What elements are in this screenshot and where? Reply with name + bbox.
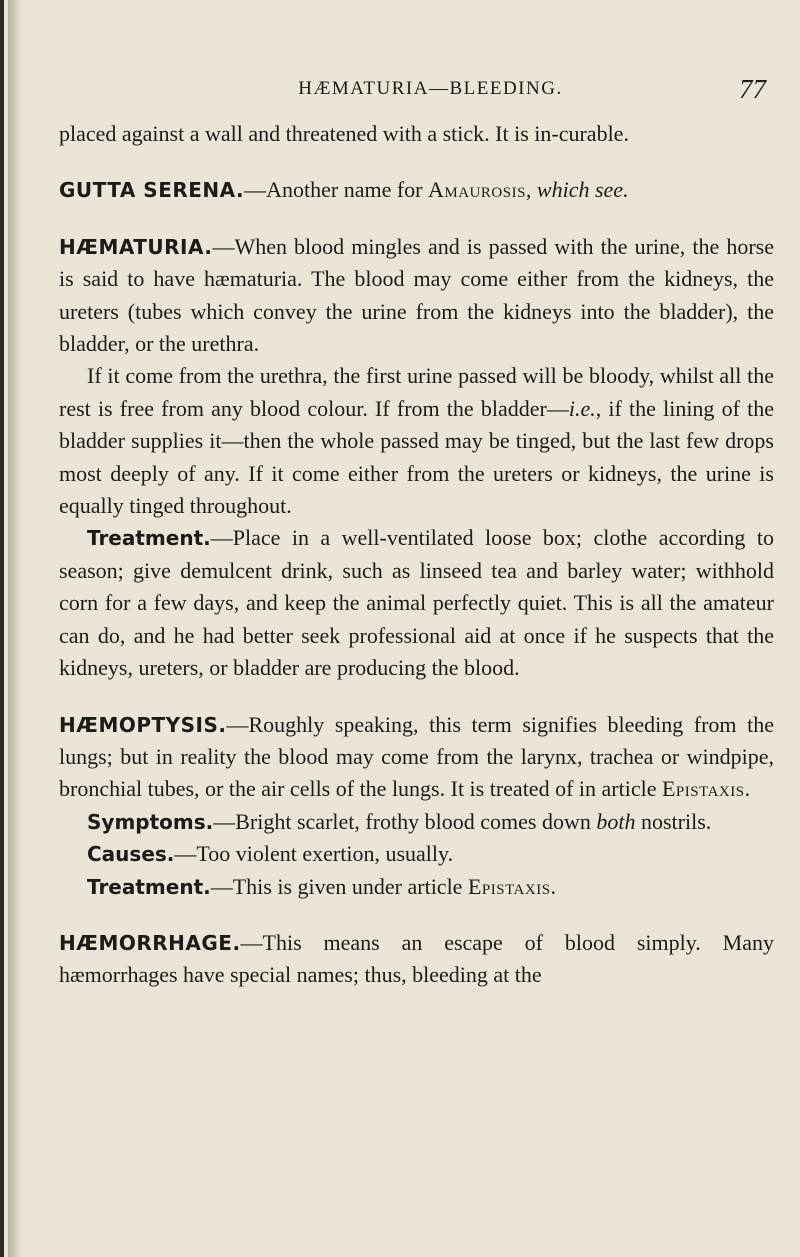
- entry-gutta-serena: [59, 174, 774, 206]
- entry-haemorrhage: [59, 927, 774, 992]
- paragraph-haematuria-source: [59, 360, 774, 522]
- entry-text: —When blood mingles and is passed with the urine, the horse is said to have hæmaturia. The blood may come either from the kidneys, the ureters (tubes which convey the urine from the kidneys into the bladder), the bladder, or the urethra.: [59, 233, 774, 357]
- paragraph-continuation: [59, 118, 774, 150]
- subsection-causes: [59, 838, 774, 870]
- entry-text: —Roughly speaking, this term signifies bleeding from the lungs; but in reality the blood may come from the larynx, trachea or windpipe, bronchial tubes, or the air cells of the lungs. It is treated of in article: [59, 711, 774, 802]
- cross-reference: Epistaxis: [467, 873, 551, 899]
- subsection-symptoms: [59, 806, 774, 838]
- entry-heading: HÆMORRHAGE.: [59, 930, 241, 955]
- entry-heading: GUTTA SERENA.: [59, 178, 245, 203]
- paragraph-text: placed against a wall and threatened with a stick. It is in-curable.: [59, 121, 629, 146]
- subsection-heading: Treatment.: [87, 526, 211, 551]
- cross-reference: Epistaxis: [661, 776, 745, 802]
- page-number: 77: [739, 74, 766, 104]
- subsection-text: nostrils.: [635, 808, 712, 834]
- subsection-heading: Causes.: [87, 842, 175, 867]
- entry-haematuria: [59, 231, 774, 361]
- body-text: [59, 118, 774, 992]
- entry-text: .: [744, 776, 751, 802]
- entry-text: —Another name for: [244, 177, 428, 203]
- paragraph-text: , if the lining of the bladder supplies it—then the whole passed may be tinged, but the last few drops most deeply of any. If it come either from the ureters or kidneys, the urine is equally tinged throughout.: [59, 395, 775, 519]
- page-header: [59, 74, 774, 108]
- subsection-treatment: [59, 522, 774, 684]
- paragraph-text: If it come from the urethra, the first urine passed will be bloody, whilst all the rest is free from any blood colour. If from the bladder—: [59, 363, 774, 421]
- subsection-heading: Treatment.: [87, 874, 211, 899]
- entry-haemoptysis: [59, 709, 774, 806]
- subsection-heading: Symptoms.: [87, 809, 214, 834]
- entry-text: —This means an escape of blood simply. Many hæmorrhages have special names; thus, bleeding at the: [59, 929, 774, 988]
- entry-heading: HÆMATURIA.: [59, 234, 213, 259]
- entry-heading: HÆMOPTYSIS.: [59, 712, 227, 737]
- subsection-text: —Place in a well-ventilated loose box; clothe according to season; give demulcent drink, such as linseed tea and barley water; withhold corn for a few days, and keep the animal perfectly quiet. This is all the amateur can do, and he had better seek professional aid at once if he suspects that the kidneys, ureters, or bladder are producing the blood.: [59, 525, 774, 681]
- page-gutter-shadow: [8, 0, 22, 1257]
- subsection-treatment-2: [59, 871, 774, 903]
- subsection-text: —Bright scarlet, frothy blood comes down: [213, 808, 597, 834]
- subsection-text: —Too violent exertion, usually.: [174, 841, 454, 867]
- emphasis: both: [596, 808, 636, 834]
- abbreviation: i.e.: [568, 395, 596, 421]
- subsection-text: .: [550, 873, 557, 899]
- cross-reference: Amaurosis: [428, 177, 526, 203]
- running-head: HÆMATURIA—BLEEDING.: [298, 78, 563, 99]
- subsection-text: —This is given under article: [210, 873, 468, 899]
- entry-text-italic: , which see.: [525, 177, 629, 203]
